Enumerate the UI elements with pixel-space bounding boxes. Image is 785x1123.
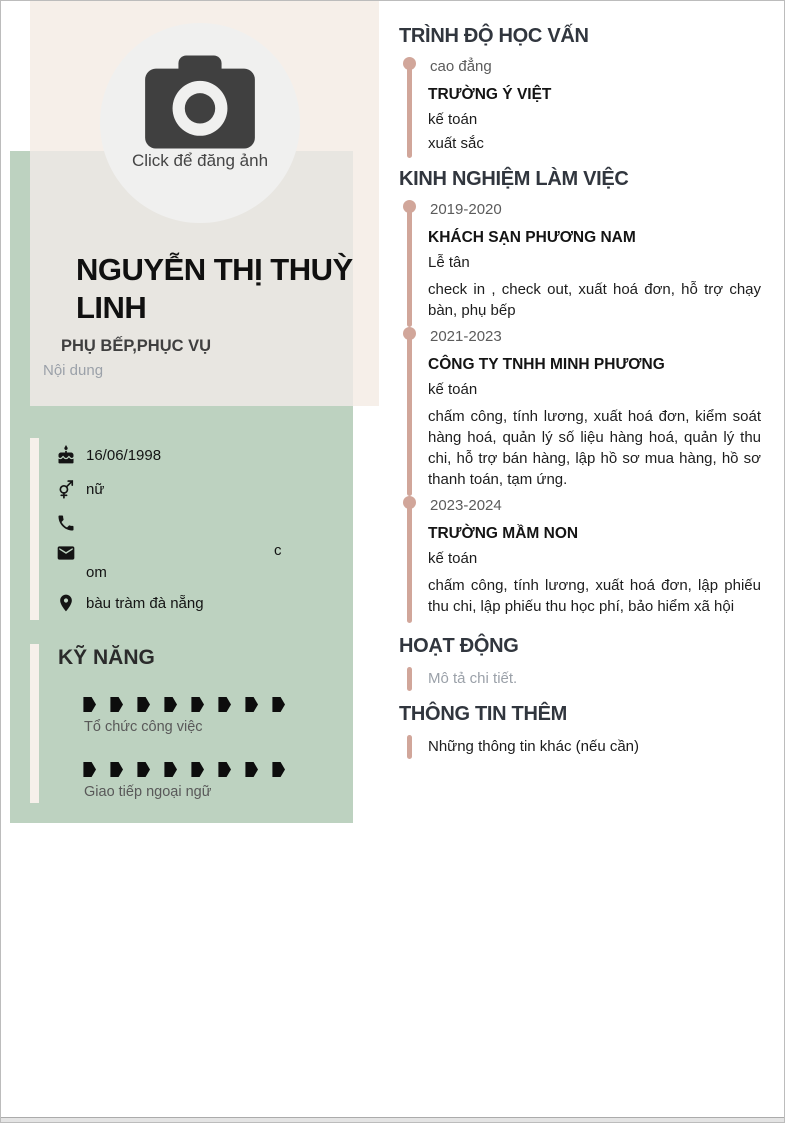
experience-role: kế toán bbox=[428, 381, 478, 398]
skill-dot bbox=[133, 697, 150, 712]
skill-dot bbox=[79, 762, 96, 777]
experience-role: Lễ tân bbox=[428, 254, 470, 271]
job-title: PHỤ BẾP,PHỤC VỤ bbox=[61, 337, 212, 355]
experience-description: chấm công, tính lương, xuất hoá đơn, kiểm soát hàng hoá, quản lý số liệu hàng hoá, quản lý thu chi, hỗ trợ bán hàng, lập hồ sơ mua hàng, hồ sơ thanh toán, tạm ứng. bbox=[428, 408, 761, 488]
activities-placeholder[interactable]: Mô tả chi tiết. bbox=[428, 670, 518, 687]
timeline-rail bbox=[403, 327, 416, 496]
skill-dot bbox=[214, 762, 231, 777]
camera-icon bbox=[140, 53, 260, 151]
info-section-strip bbox=[30, 438, 39, 620]
experience-entry bbox=[399, 200, 761, 327]
skill-dot bbox=[241, 762, 258, 777]
experience-entry bbox=[399, 327, 761, 496]
education-major: kế toán bbox=[428, 111, 478, 128]
main-content-column bbox=[399, 1, 761, 763]
birthday-row bbox=[56, 438, 345, 472]
skills-section bbox=[30, 644, 345, 803]
education-level: cao đẳng bbox=[430, 58, 492, 75]
timeline-bar bbox=[407, 337, 412, 496]
timeline-rail bbox=[403, 57, 416, 158]
skill-dot bbox=[106, 697, 123, 712]
education-heading: TRÌNH ĐỘ HỌC VẤN bbox=[399, 25, 589, 47]
skill-dot bbox=[241, 697, 258, 712]
candidate-name: NGUYỄN THỊ THUỲ LINH bbox=[76, 252, 353, 325]
birthday-value: 16/06/1998 bbox=[86, 446, 162, 464]
experience-entry bbox=[399, 496, 761, 623]
skill-dot bbox=[106, 762, 123, 777]
experience-description: chấm công, tính lương, xuất hoá đơn, lập phiếu thu chi, lập phiếu thu học phí, bảo hiểm xã hội bbox=[428, 577, 761, 615]
email-row bbox=[56, 540, 345, 586]
experience-org: TRƯỜNG MẦM NON bbox=[428, 525, 579, 542]
education-entry bbox=[399, 57, 761, 158]
email-icon bbox=[56, 543, 76, 563]
additional-info-text: Những thông tin khác (nếu cần) bbox=[428, 738, 640, 755]
skill-dot bbox=[160, 762, 177, 777]
additional-info-row bbox=[399, 735, 761, 759]
activities-row bbox=[399, 667, 761, 691]
skill-dot bbox=[268, 762, 285, 777]
experience-period: 2023-2024 bbox=[430, 497, 502, 514]
school-name: TRƯỜNG Ý VIỆT bbox=[428, 86, 552, 103]
photo-upload-area[interactable] bbox=[100, 23, 300, 223]
email-value bbox=[86, 540, 282, 584]
personal-info-section bbox=[30, 438, 345, 620]
timeline-bar bbox=[407, 735, 412, 759]
timeline-bar bbox=[407, 67, 412, 158]
page-bottom-edge bbox=[1, 1117, 784, 1123]
skill-level-dots bbox=[79, 697, 345, 712]
experience-description: check in , check out, xuất hoá đơn, hỗ trợ chạy bàn, phụ bếp bbox=[428, 281, 761, 319]
timeline-rail bbox=[403, 200, 416, 327]
education-result: xuất sắc bbox=[428, 135, 484, 152]
skill-dot bbox=[187, 697, 204, 712]
phone-row bbox=[56, 506, 345, 540]
address-row bbox=[56, 586, 345, 620]
activities-heading: HOẠT ĐỘNG bbox=[399, 635, 519, 657]
timeline-rail bbox=[403, 496, 416, 623]
skill-dot bbox=[268, 697, 285, 712]
experience-org: KHÁCH SẠN PHƯƠNG NAM bbox=[428, 229, 636, 246]
skill-label: Giao tiếp ngoại ngữ bbox=[84, 784, 212, 800]
email-fragment-1: c bbox=[274, 542, 282, 559]
experience-heading: KINH NGHIỆM LÀM VIỆC bbox=[399, 168, 629, 190]
experience-role: kế toán bbox=[428, 550, 478, 567]
location-icon bbox=[56, 593, 76, 613]
gender-value: nữ bbox=[86, 480, 105, 498]
cake-icon bbox=[56, 445, 76, 465]
summary-placeholder[interactable]: Nội dung bbox=[43, 362, 104, 379]
address-value: bàu tràm đà nẵng bbox=[86, 594, 204, 612]
phone-icon bbox=[56, 513, 76, 533]
experience-period: 2019-2020 bbox=[430, 201, 502, 218]
skill-dot bbox=[214, 697, 231, 712]
additional-info-heading: THÔNG TIN THÊM bbox=[399, 703, 568, 725]
gender-row bbox=[56, 472, 345, 506]
timeline-bar bbox=[407, 667, 412, 691]
timeline-bar bbox=[407, 210, 412, 327]
skills-heading: KỸ NĂNG bbox=[58, 646, 155, 669]
experience-period: 2021-2023 bbox=[430, 328, 502, 345]
skill-dot bbox=[133, 762, 150, 777]
gender-icon bbox=[56, 479, 76, 499]
photo-upload-label[interactable]: Click để đăng ảnh bbox=[131, 151, 269, 170]
skill-label: Tổ chức công việc bbox=[84, 719, 203, 735]
skill-dot bbox=[79, 697, 96, 712]
skill-level-dots bbox=[79, 762, 345, 777]
skills-section-strip bbox=[30, 644, 39, 803]
skill-dot bbox=[187, 762, 204, 777]
skill-dot bbox=[160, 697, 177, 712]
timeline-bar bbox=[407, 506, 412, 623]
email-fragment-2: om bbox=[86, 564, 107, 581]
experience-org: CÔNG TY TNHH MINH PHƯƠNG bbox=[428, 356, 665, 373]
